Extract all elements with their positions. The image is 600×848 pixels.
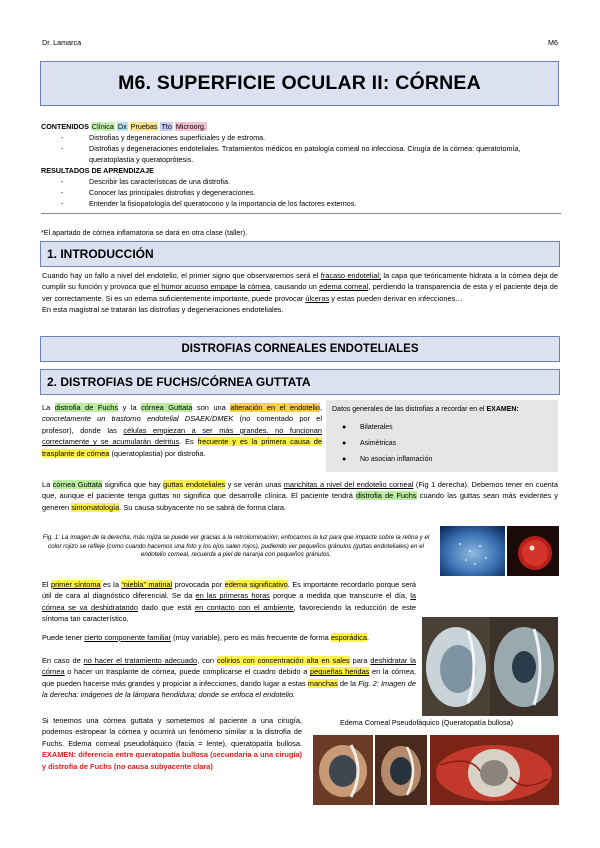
highlight: sintomatología [71,502,120,512]
exam-item: ● Bilaterales [332,423,552,433]
highlight: alteración en el endotelio [230,403,320,412]
italic-text: Fig. 2: Imagen de la derecha: imágenes de la lámpara hendidura; donde se enfoca el endotelio. [42,678,416,700]
outcome-item: - Conocer las principales distrofias y degeneraciones. [41,187,561,198]
contents-item: - Distrofias y degeneraciones endoteliales. Tratamientos médicos en patología corneal no infecciosa. Cirugía de la córnea: queratotomía, queratoplastia y queratoprótesis. [41,143,561,165]
text: Puede tener [42,633,85,642]
exam-list [332,423,552,465]
text: son una [192,403,231,412]
running-header [42,38,558,50]
highlight: pequeñas heridas [310,667,370,677]
fuchs-paragraph-4 [42,632,416,643]
slit-lamp-photo [422,617,558,716]
section-heading-endothelial: DISTROFIAS CORNEALES ENDOTELIALES [40,336,560,362]
text: para [349,656,371,665]
contents-list [41,132,561,165]
highlight: “niebla” matinal [121,580,173,589]
underline: no hacer el tratamiento adecuado [83,656,198,665]
section-heading-intro: 1. INTRODUCCIÓN [40,241,560,267]
text: significa que hay [102,480,164,489]
text: o hacer un trasplante de córnea, puede complicarse el cuadro debido a [64,667,310,677]
tag-microorg: Microorg. [175,122,206,131]
text: El [42,580,51,589]
tag-tto: Tto [161,122,172,131]
outcomes-label: RESULTADOS DE APRENDIZAJE [41,166,154,175]
highlight: colirios con concentración alta en sales [216,656,350,665]
highlight: córnea Guttata [141,403,193,412]
intro-text: , perdiendo la transparencia de esta y el paciente deja de ver correctamente. Si es un edema suficientemente importante, puede provocar [42,282,558,303]
text: y la [118,403,142,412]
text: , con [197,656,217,665]
highlight: guttas endoteliales [163,480,226,489]
highlight: frecuente y es la primera causa de trasplante de córnea [42,437,322,458]
text: . Es importante recordarlo porque será útil de cara al diagnóstico diferencial. Se da [42,580,416,601]
outcome-item: - Entender la fisiopatología del queratocono y la importancia de los factores externos. [41,198,561,209]
text: . Su causa subyacente no se sabrá de forma clara. [119,502,287,512]
bullous-image-1 [313,735,373,805]
text: porque a medida que transcurre el día, [269,591,411,601]
text: Si tenemos una córnea guttata y sometemos al paciente a una cirugía, podemos estropear la córnea y ocurrirá un fenómeno similar a la distrofia de Fuchs. Edema corneal pseudofáquico (facia = lente), queratopatía bullosa. [42,716,302,748]
text: . Es [179,437,198,447]
text: de la [337,678,359,688]
bullous-photo-3 [430,735,559,805]
retroillumination-photo [507,526,559,576]
guttata-blue-image [440,526,505,576]
bullous-red-eye-image [430,735,559,805]
figure-1-caption: Fig. 1: La imagen de la derecha, más rojiza se puede ver gracias a la retroiluminación; enfocamos la luz para que impacte sobre la retina y el color rojizo se refleje (como cuando hacemos una foto y los ojos salen rojos), pudiendo ver pequeños gránulos (guttas endoteliales) en el endotelio corneal, recuerda a piel de naranja con pequeños gránulos. [42,534,430,559]
bullous-photo-1 [313,735,373,805]
intro-underline: edema corneal [319,282,369,292]
text: En caso de [42,656,84,665]
tag-clinica: Clínica [91,122,114,131]
text: y se verán unas [225,480,284,489]
author-label: Dr. Lamarca [42,38,82,47]
retroillumination-red-image [507,526,559,576]
text: , favoreciendo la reducción de este síntoma tan característico. [42,602,416,624]
exam-intro-bold: EXAMEN: [486,406,519,413]
exam-intro [332,405,552,415]
highlight: manchas [307,678,338,688]
section-heading-fuchs: 2. DISTROFIAS DE FUCHS/CÓRNEA GUTTATA [40,369,560,395]
text: , [319,403,322,412]
fuchs-paragraph-6 [42,715,302,772]
underline: cierto componente familiar [84,633,172,642]
exam-item: ● Asimétricas [332,439,552,449]
text: . [366,633,370,642]
slit-lamp-image [422,617,558,716]
title-banner [40,61,559,106]
intro-underline: úlceras [305,293,330,303]
exam-reminder-box [326,400,558,472]
contents-item: - Distrofias y degeneraciones superficiales y de estroma. [41,132,561,143]
highlight: distrofia de Fuchs [356,491,417,501]
underline: células empiezan a ser más grandes, no funcionan correctamente y se acumularán detritus [42,425,322,447]
exam-item: ● No asocian inflamación [332,455,552,465]
text: cuando las guttas sean más evidentes y generen [42,491,558,512]
fuchs-paragraph-5 [42,655,416,701]
exam-red-text: EXAMEN: diferencia entre queratopatía bullosa (secundaria a una cirugía) y distrofia de Fuchs (no causa subyacente clara) [42,750,302,771]
text: en la córnea, que pueden hacerse más grandes y propiciar a infecciones, dando lugar a estas [42,667,416,688]
contents-label: CONTENIDOS [41,122,89,131]
underline: la córnea se va deshidratando [42,591,416,612]
bullous-photo-2 [375,735,427,805]
note-text: *El apartado de córnea inflamatoria se dará en otra clase (taller). [41,228,248,237]
highlight: distrofia de Fuchs [54,403,119,412]
text: (queratoplastia) por distrofia. [109,448,206,458]
fuchs-paragraph-1 [42,402,322,459]
text: (no comentado por el profesor), donde las [42,414,322,435]
page-title: M6. SUPERFICIE OCULAR II: CÓRNEA [118,72,481,94]
intro-line-2: En esta magistral se tratarán las distrofias y degeneraciones endoteliales. [42,305,284,315]
text: La [42,403,55,412]
italic-text: concretamente un trastorno endotelial DSAEK/DMEK [42,414,234,424]
exam-intro-text: Datos generales de las distrofias a recordar en el [332,406,487,413]
outcomes-list [41,176,561,209]
text: provocada por [172,580,225,589]
underline: manchitas a nivel del endotelio corneal [283,480,414,489]
contents-line [41,121,561,132]
intro-underline: el humor acuoso empape la córnea [153,282,271,292]
underline: en contacto con el ambiente [195,602,294,612]
text: (muy variable), pero es más frecuente de forma [171,633,331,642]
fuchs-paragraph-2 [42,479,558,513]
text: dado que está [137,602,195,612]
bullous-image-2 [375,735,427,805]
intro-paragraph [42,270,558,316]
highlight: edema significativo [224,580,288,589]
photo-label: Edema Corneal Pseudofáquico (Queratopatía bullosa) [340,718,514,727]
module-label: M6 [548,38,558,47]
underline: en las primeras horas [195,591,270,601]
intro-text: , causando un [270,282,320,292]
underline: deshidratar la córnea [42,656,416,677]
intro-text: Cuando hay un fallo a nivel del endotelio, el primer signo que observaremos será el [42,271,321,280]
highlight: primer síntoma [50,580,101,589]
tag-pruebas: Pruebas [130,122,158,131]
intro-text: y estas pueden derivar en infecciones… [329,293,463,303]
tag-dx: Dx [117,122,127,131]
highlight: esporádica [330,633,367,642]
text: La [42,480,53,489]
highlight: córnea Guttata [52,480,103,489]
text: es la [100,580,122,589]
intro-text: la capa que teóricamente hidrata a la córnea deja de cumplir su función y provoca que [42,271,559,292]
cornea-guttata-photo [440,526,505,576]
fuchs-paragraph-3 [42,579,416,625]
contents-block [41,121,561,214]
intro-underline: fracaso endotelial; [320,271,382,280]
text: (Fig 1 derecha). Debemos tener en cuenta que, aunque el paciente tenga guttas no significa que desarrolle clínica. El paciente tendrá [42,480,558,501]
outcome-item: - Describir las características de una distrofia. [41,176,561,187]
